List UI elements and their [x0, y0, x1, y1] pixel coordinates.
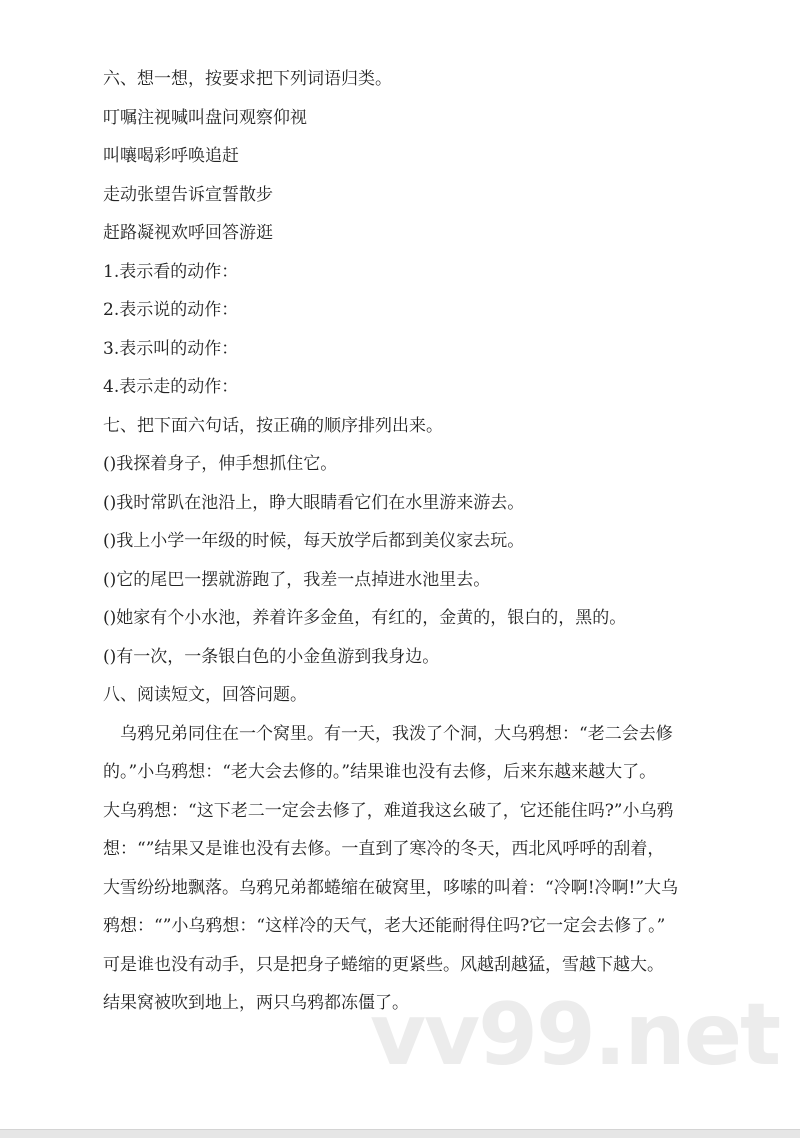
word-line: 赶路凝视欢呼回答游逛 — [103, 223, 273, 243]
word-line: 走动张望告诉宣誓散步 — [103, 184, 273, 205]
question: 3.表示叫的动作： — [103, 338, 239, 359]
passage-line: 乌鸦兄弟同住在一个窝里。有一天，我泼了个洞，大乌鸦想：“老二会去修 — [120, 723, 673, 744]
passage-line: 的。”小乌鸦想：“老大会去修的。”结果谁也没有去修，后来东越来越大了。 — [103, 762, 657, 782]
passage-line: 想：“”结果又是谁也没有去修。一直到了寒冷的冬天，西北风呼呼的刮着， — [103, 839, 665, 859]
sentence: ()它的尾巴一摆就游跑了，我差一点掉进水池里去。 — [103, 569, 491, 590]
sentence: ()我上小学一年级的时候，每天放学后都到美仪家去玩。 — [103, 531, 525, 551]
watermark: vv99.net — [370, 985, 780, 1085]
sentence: ()她家有个小水池，养着许多金鱼，有红的，金黄的，银白的，黑的。 — [103, 608, 627, 628]
passage-line: 可是谁也没有动手，只是把身子蜷缩的更紧些。风越刮越猛，雪越下越大。 — [103, 954, 664, 975]
question: 2.表示说的动作： — [103, 300, 239, 320]
word-line: 叫嚷喝彩呼唤追赶 — [103, 146, 239, 166]
section6-heading: 六、想一想，按要求把下列词语归类。 — [103, 69, 392, 89]
passage-line: 鸦想：“”小乌鸦想：“这样冷的天气，老大还能耐得住吗?它一定会去修了。” — [103, 916, 666, 936]
passage-line: 大雪纷纷地飘落。乌鸦兄弟都蜷缩在破窝里，哆嗦的叫着：“冷啊!冷啊!”大乌 — [103, 877, 679, 898]
passage-line: 结果窝被吹到地上，两只乌鸦都冻僵了。 — [103, 993, 409, 1013]
section8-heading: 八、阅读短文，回答问题。 — [103, 685, 307, 705]
question: 4.表示走的动作： — [103, 377, 239, 397]
sentence: ()我探着身子，伸手想抓住它。 — [103, 454, 338, 474]
sentence: ()有一次，一条银白色的小金鱼游到我身边。 — [103, 646, 440, 667]
sentence: ()我时常趴在池沿上，睁大眼睛看它们在水里游来游去。 — [103, 492, 525, 513]
word-line: 叮嘱注视喊叫盘问观察仰视 — [103, 107, 307, 128]
question: 1.表示看的动作： — [103, 261, 239, 282]
passage-line: 大乌鸦想：“这下老二一定会去修了，难道我这幺破了，它还能住吗?”小乌鸦 — [103, 800, 674, 821]
document-page — [103, 60, 733, 1023]
section7-heading: 七、把下面六句话，按正确的顺序排列出来。 — [103, 415, 443, 436]
